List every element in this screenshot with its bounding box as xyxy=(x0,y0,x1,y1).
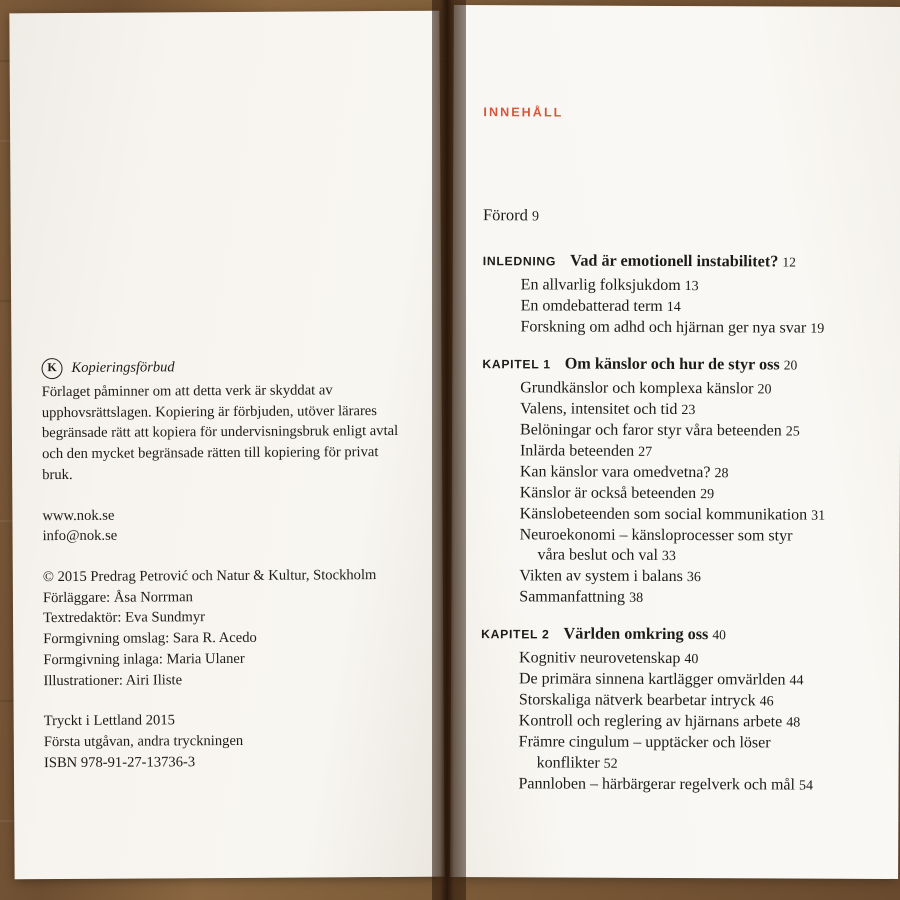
toc-entry xyxy=(483,275,873,298)
isbn-line: ISBN 978-91-27-13736-3 xyxy=(43,753,196,771)
toc-entry-title: Storskaliga nätverk bearbetar intryck xyxy=(518,691,756,710)
toc-entry xyxy=(480,774,870,797)
toc-entry xyxy=(482,525,872,548)
toc-entry xyxy=(482,420,872,443)
toc-section-label: KAPITEL 2 xyxy=(481,627,550,642)
toc-entry-title: En allvarlig folksjukdom xyxy=(520,276,681,295)
toc-entry-page: 38 xyxy=(629,591,644,607)
toc-entry-page: 23 xyxy=(681,402,696,418)
toc-entry-page: 48 xyxy=(786,715,801,731)
toc-entry-page: 14 xyxy=(666,299,681,315)
toc-section-title: Om känslor och hur de styr oss xyxy=(564,354,780,374)
toc-section-head xyxy=(482,354,872,375)
toc-entry xyxy=(482,441,872,464)
toc-entry xyxy=(482,317,872,340)
toc-heading: INNEHÅLL xyxy=(483,105,564,120)
toc-entry-forord xyxy=(483,205,873,227)
toc-section-title-wrap xyxy=(565,354,798,374)
toc-entry-page: 9 xyxy=(531,209,540,225)
toc-section-head xyxy=(481,624,871,645)
toc-entry-page: 40 xyxy=(684,652,699,668)
toc-entry-page: 33 xyxy=(661,549,676,565)
toc-entry-title: Kan känslor vara omedvetna? xyxy=(519,462,711,481)
credit-line: © 2015 Predrag Petrović och Natur & Kultur, Stockholm xyxy=(42,567,377,586)
book-spine-crease xyxy=(440,0,454,900)
toc-entry-title: konflikter xyxy=(536,754,600,772)
toc-entry-title: Pannloben – härbärgerar regelverk och mål xyxy=(518,775,796,794)
toc-entry-page: 52 xyxy=(603,756,618,772)
credit-line: Textredaktör: Eva Sundmyr xyxy=(43,609,206,627)
copyright-block xyxy=(41,356,404,774)
toc-entry-title: De primära sinnena kartlägger omvärlden xyxy=(518,670,786,689)
toc-entry xyxy=(481,690,871,713)
toc-section-label: KAPITEL 1 xyxy=(482,357,551,372)
toc-entry-page: 13 xyxy=(684,279,699,295)
toc-entry xyxy=(481,648,871,671)
toc-entry xyxy=(481,669,871,692)
toc-entry xyxy=(481,588,871,611)
toc-entry-title: våra beslut och val xyxy=(537,546,658,565)
toc-entry-page: 46 xyxy=(759,694,774,710)
toc-entry-title: Främre cingulum – upptäcker och löser xyxy=(518,733,771,752)
toc-entry xyxy=(481,711,871,734)
toc-section-page: 12 xyxy=(782,254,796,270)
printing-line: Tryckt i Lettland 2015 xyxy=(43,712,175,730)
toc-section xyxy=(480,624,871,796)
toc-entry-page: 29 xyxy=(700,486,715,502)
toc-entry-title: Forskning om adhd och hjärnan ger nya svar xyxy=(520,318,807,337)
website-url: www.nok.se xyxy=(42,507,115,524)
copyright-k-icon: K xyxy=(41,358,62,379)
email-address: info@nok.se xyxy=(42,527,118,545)
toc-entry-continuation xyxy=(481,546,871,569)
toc-entry xyxy=(482,462,872,485)
toc-entry-title: Känslor är också beteenden xyxy=(519,483,697,502)
toc-entry xyxy=(481,567,871,590)
toc-entry-title: Förord xyxy=(482,205,528,225)
toc-entry-page: 31 xyxy=(811,508,826,524)
toc-section xyxy=(481,354,872,610)
toc-section-page: 40 xyxy=(712,627,726,643)
toc-entry-page: 54 xyxy=(798,778,814,794)
toc-entry xyxy=(481,732,871,755)
credit-line: Illustrationer: Airi Iliste xyxy=(43,671,183,689)
toc-section-label: INLEDNING xyxy=(482,254,557,269)
toc-section-title: Vad är emotionell instabilitet? xyxy=(570,251,779,271)
book-page-left xyxy=(9,11,444,880)
toc-entry-title: Sammanfattning xyxy=(519,588,626,607)
toc-section-title-wrap xyxy=(570,252,796,272)
toc-entry xyxy=(483,296,873,319)
credit-line: Formgivning omslag: Sara R. Acedo xyxy=(43,630,257,648)
toc-entry-title: Kognitiv neurovetenskap xyxy=(519,649,681,668)
toc-entry-page: 27 xyxy=(638,444,653,460)
printing-line: Första utgåvan, andra tryckningen xyxy=(43,732,244,751)
toc-section xyxy=(482,251,872,340)
toc-entry-title: Neuroekonomi – känsloprocesser som styr xyxy=(519,525,793,545)
toc-entry-page: 25 xyxy=(785,424,800,440)
toc-entry xyxy=(482,504,872,527)
toc-entry-title: Kontroll och reglering av hjärnans arbete xyxy=(518,712,783,731)
toc-entry-title: Valens, intensitet och tid xyxy=(520,400,678,418)
toc-entry xyxy=(482,483,872,506)
kopieringsforbud-line xyxy=(41,356,401,379)
credit-line: Förläggare: Åsa Norrman xyxy=(42,588,193,606)
toc-section-head xyxy=(483,251,873,272)
toc-entry xyxy=(482,399,872,422)
toc-entry-title: Känslobeteenden som social kommunikation xyxy=(519,504,808,524)
toc-entry-title: En omdebatterad term xyxy=(520,297,663,315)
table-of-contents xyxy=(480,205,873,813)
toc-entry-page: 19 xyxy=(810,321,825,337)
toc-entry-page: 20 xyxy=(757,382,772,398)
toc-entry xyxy=(482,378,872,401)
toc-entry-title: Grundkänslor och komplexa känslor xyxy=(520,379,754,398)
toc-entry-continuation xyxy=(481,753,871,776)
toc-entry-page: 28 xyxy=(714,465,729,481)
toc-entry-title: Belöningar och faror styr våra beteenden xyxy=(520,421,782,440)
toc-entry-title: Vikten av system i balans xyxy=(519,567,683,586)
toc-entry-title: Inlärda beteenden xyxy=(519,442,635,460)
kopieringsforbud-body: Förlaget påminner om att detta verk är skyddat av upphovsrättslagen. Kopiering är förbjuden, utöver lärares begränsade rätt att kopiera för undervisningsbruk enligt avtal och den mycket begränsade rätten till kopiering för privat bruk. xyxy=(41,382,399,484)
toc-section-title-wrap xyxy=(564,625,726,645)
toc-section-title: Världen omkring oss xyxy=(563,624,709,644)
toc-entry-page: 36 xyxy=(686,570,701,586)
toc-section-page: 20 xyxy=(783,357,798,373)
book-page-right xyxy=(450,5,900,879)
toc-entry-page: 44 xyxy=(789,673,804,689)
credit-line: Formgivning inlaga: Maria Ulaner xyxy=(43,650,245,669)
kopieringsforbud-label: Kopieringsförbud xyxy=(71,359,175,377)
